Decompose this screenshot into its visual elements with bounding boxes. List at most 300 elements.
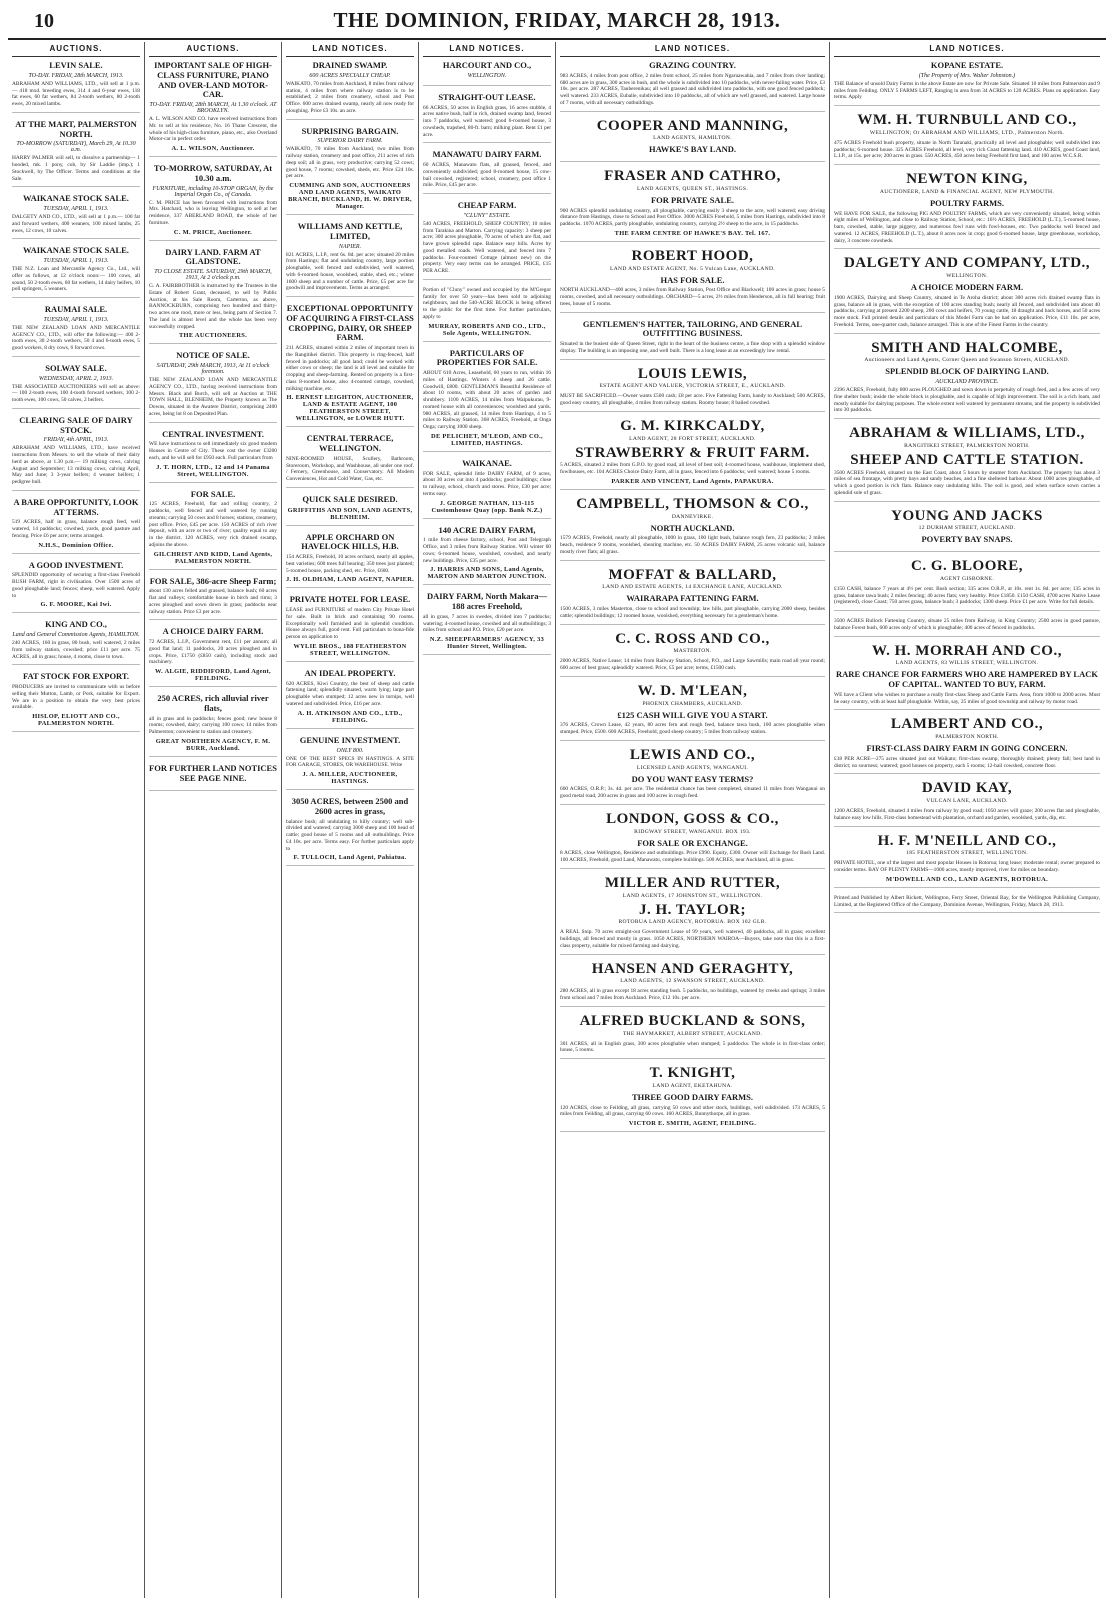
ad-heading: FOR SALE, 386-acre Sheep Farm; <box>149 575 277 586</box>
classified-ad <box>149 694 277 757</box>
classified-ad <box>560 839 825 869</box>
ad-agent: THE AUCTIONEERS. <box>178 332 247 340</box>
classified-ad <box>286 61 414 120</box>
ad-subheading: SUPERIOR DAIRY FARM. <box>317 138 383 145</box>
classified-ad <box>149 627 277 687</box>
ad-heading: QUICK SALE DESIRED. <box>302 493 398 504</box>
ad-body: 120 ACRES, close to Feilding, all grass, carrying 50 cows and other stock, buildings, well subdivided. 173 ACRES, 5 miles from Feilding, all grass, carrying 60 cows. 160 ACRES, Bunnythorpe, all in grass. <box>560 1104 825 1118</box>
ad-heading: LEVIN SALE. <box>49 60 103 70</box>
classified-ad <box>286 222 414 297</box>
classified-ad <box>423 287 551 342</box>
ad-heading: FIRST-CLASS DAIRY FARM IN GOING CONCERN. <box>866 743 1068 754</box>
ad-body: 8 ACRES, close Wellington, Residence and outbuildings. Price £990. Equity, £300. Owner will Exchange for Bush Land. 100 ACRES, Freehold, good Land, Manawatu, complete buildings. 500 ACRES, near Auckland, all in grass. <box>560 850 825 864</box>
ad-agent: J. A. MILLER, AUCTIONEER, HASTINGS. <box>302 771 398 785</box>
ad-heading: HAWKE'S BAY LAND. <box>649 144 736 155</box>
ad-agent: F. TULLOCH, Land Agent, Pahiatua. <box>293 854 407 862</box>
ad-subheading: TUESDAY, APRIL 1, 1913. <box>43 316 109 323</box>
ad-body: 1200 ACRES, Freehold, situated 4 miles from railway by good road; 1050 acres will graze; 200 acres flat and ploughable, balance easy low hills. First-class homestead with plantation, orchard and garden, woolshed, yards, dip, etc. <box>834 808 1100 821</box>
ad-heading: CENTRAL INVESTMENT. <box>162 428 264 439</box>
advertiser-address: AGENT GISBORNE. <box>939 575 995 582</box>
ad-body: 280 ACRES, all in grass except 18 acres standing bush. 5 paddocks, no buildings, watered by creeks and springs; 3 miles from school and 7 miles from Auckland. Price, £12 10s. per acre. <box>560 988 825 1002</box>
classified-ad <box>423 150 551 194</box>
ad-body: 519 ACRES, half in grass, balance rough feed, well watered, 14 paddocks; cowshed, yards, good pasture and fencing. Price £6 per acre; terms arranged. <box>12 519 140 539</box>
ad-body: 2396 ACRES, Freehold, fully 800 acres PLOUGHED and sown down in perpetuity of rough feed, and a few acres of very fine shelter bush; inside the whole block is ploughable, and is capable of high improvement. The soil is a rich loam, and mostly suitable for dairying purposes. The whole extent well watered by permanent streams, and the property is subdivided into 30 paddocks. <box>834 387 1100 414</box>
advertiser-banner: STRAWBERRY & FRUIT FARM. <box>575 444 810 461</box>
advertiser-address: Auctioneers and Land Agents, Corner Queen and Swanson Streets, AUCKLAND. <box>864 357 1070 364</box>
classified-ad <box>560 524 825 561</box>
advertiser-address: LAND AGENTS, HAMILTON. <box>653 135 732 142</box>
ad-subheading: FURNITURE, including 10-STOP ORGAN, by the Imperial Organ Co., of Canada. <box>152 185 274 198</box>
advertiser-banner: MILLER AND RUTTER, <box>604 874 781 891</box>
ad-agent: HISLOP, ELIOTT AND CO., PALMERSTON NORTH. <box>32 713 120 728</box>
classified-ad <box>12 620 140 665</box>
ad-heading: AT THE MART, PALMERSTON NORTH. <box>15 118 137 139</box>
ad-agent: J. H. OLDHAM, LAND AGENT, NAPIER. <box>286 576 415 584</box>
ad-body: THE Balance of unsold Dairy Farms in the above Estate are now for Private Sale. Situated 10 miles from Palmerston and 9 miles from Feilding. ONLY 5 FARMS LEFT, Ranging in area from 34 ACRES to 120 ACRES. Plans on application. Easy terms. Apply <box>834 80 1100 101</box>
ad-agent: M'DOWELL AND CO., LAND AGENTS, ROTORUA. <box>886 875 1048 883</box>
ad-heading: A BARE OPPORTUNITY, LOOK AT TERMS. <box>13 496 139 517</box>
column-4 <box>419 42 556 1598</box>
advertiser-address: LAND AND ESTATE AGENTS, 14 EXCHANGE LANE, AUCKLAND. <box>602 584 783 591</box>
classified-ad <box>12 120 140 188</box>
advertiser-banner: SHEEP AND CATTLE STATION. <box>850 451 1084 468</box>
classified-ad <box>12 498 140 554</box>
advertiser-address: ESTATE AGENT AND VALUER, VICTORIA STREET, E., AUCKLAND. <box>599 383 786 390</box>
classified-ad <box>149 351 277 422</box>
ad-body: PRODUCERS are invited to communicate with us before selling their Mutton, Lamb, or Pork, suitable for Export. We are in a position to obtain the very best prices available. <box>12 684 140 711</box>
ad-body: 154 ACRES, Freehold, 10 acres orchard, nearly all apples, best varieties; 600 trees full bearing; 350 trees just planted; 5-roomed house, packing shed, etc. Price, £600. <box>286 554 414 574</box>
advertiser-banner: LOUIS LEWIS, <box>637 365 748 382</box>
classified-ad <box>12 561 140 614</box>
classified-ad <box>286 495 414 526</box>
ad-body: about 130 acres felled and grassed, balance bush; 60 acres flat and valleys; comfortable house in birch and rimu; 3 acres ploughed and sown down in grass; paddocks near railway station. Price £3 per acre. <box>149 588 277 615</box>
ad-body: WAIKATO, 70 miles from Auckland, two miles from railway station, creamery and post office, 211 acres of rich deep soil; all in grass, very productive; carrying 52 cows; good house, 7 rooms; cowshed, sheds, etc. Price £24 10s. per acre. <box>286 146 414 180</box>
classified-ad <box>286 434 414 488</box>
classified-ad <box>560 61 825 112</box>
ad-body: all in grass, 7 acres in swedes, divided into 7 paddocks; watering; 4-roomed house, cowshed and all outbuildings; 3 miles from school and P.O. Price, £20 per acre. <box>423 613 551 634</box>
advertiser-banner: CAMPBELL, THOMSON & CO., <box>576 495 809 512</box>
classified-ad <box>423 459 551 519</box>
classified-ad <box>423 526 551 586</box>
advertiser-banner: SMITH AND HALCOMBE, <box>871 339 1063 356</box>
classified-ad <box>834 618 1100 637</box>
ad-body: Printed and Published by Albert Rickett, Wellington, Ferry Street, Oriental Bay, for the Wellington Publishing Company, Limited, at the Registered Office of the Company, Dominion Avenue, Wellington, Friday, March 28, 1913. <box>834 894 1100 908</box>
ad-agent: A. H. ATKINSON AND CO., LTD., FEILDING. <box>297 709 403 724</box>
classified-ad <box>560 393 825 412</box>
ad-body: C. M. PRICE has been favoured with instructions from Mrs. Hatchard, who is leaving Wellington, to sell at her residence, 337 ABERLAND ROAD, the whole of her furniture. <box>149 199 277 226</box>
ad-subheading: ONLY 800. <box>336 747 364 754</box>
ad-subheading: TO-MORROW (SATURDAY), March 29, At 10.30 a.m. <box>16 141 136 154</box>
ad-agent: W. ALGIE, RIDDIFORD, Land Agent, FEILDING. <box>155 668 271 683</box>
classified-ad <box>286 736 414 790</box>
column-1 <box>8 42 145 1598</box>
ad-body: G. A. FAIRBROTHER is instructed by the Trustees in the Estate of Robert Grant, deceased, to sell by Public Auction, at his Sale Room, Carterton, as above, BANNOCKBURN, comprising two hundred and thirty-two acres one rood, more or less, being parts of Section 7. The land is almost level and the whole has been very successfully cropped. <box>149 283 277 330</box>
ad-agent: H. ERNEST LEIGHTON, AUCTIONEER, LAND & ESTATE AGENT, 100 FEATHERSTON STREET, WELLINGTON, or LOWER HUTT. <box>286 394 414 423</box>
advertiser-banner: DAVID KAY, <box>921 780 1013 797</box>
ad-agent: GREAT NORTHERN AGENCY, F. M. BURR, Auckland. <box>155 737 271 752</box>
advertiser-address: 12 DURHAM STREET, AUCKLAND. <box>918 525 1016 532</box>
ad-heading: A GOOD INVESTMENT. <box>28 559 124 570</box>
advertiser-address: LAND AGENT, EKETAHUNA. <box>652 1082 733 1089</box>
classified-ad <box>149 61 277 157</box>
ad-heading: THREE GOOD DAIRY FARMS. <box>631 1091 754 1102</box>
classified-ad <box>560 1041 825 1060</box>
ad-subheading: "CLUNY" ESTATE. <box>463 212 511 219</box>
ad-heading: PARTICULARS OF PROPERTIES FOR SALE. <box>436 347 538 368</box>
advertiser-address: RIDGWAY STREET, WANGANUI. BOX 193. <box>634 828 751 835</box>
ad-body: 5 ACRES, situated 2 miles from G.P.O. by good road, all level of best soil; 4-roomed house, washhouse, implement shed, fowlhouses, etc. 104 ACRES Choice Dairy Farm, all in grass, fenced into 6 paddocks; well watered; house 5 rooms. <box>560 462 825 476</box>
advertiser-address: LAND AGENT, 28 FORT STREET, AUCKLAND. <box>629 435 756 442</box>
classified-ad <box>149 577 277 621</box>
advertiser-address: MASTERTON. <box>673 648 712 655</box>
ad-agent: G. F. MOORE, Kai Iwi. <box>40 601 112 609</box>
ad-body: WE have instructions to sell immediately six good modern Houses in Centre of City. These cost the owner £3200 each, and he will sell for £950 each. Full particulars from <box>149 441 277 461</box>
advertiser-address: LAND AGENTS, 83 WILLIS STREET, WELLINGTON. <box>895 660 1039 667</box>
advertiser-address: RANGITIKEI STREET, PALMERSTON NORTH. <box>904 442 1030 449</box>
classified-ad <box>286 797 414 866</box>
classified-ad <box>560 658 825 677</box>
ad-heading: NORTH AUCKLAND. <box>650 522 735 533</box>
advertiser-address: DANNEVIRKE. <box>671 513 714 520</box>
ad-body: 3500 ACRES Bullock Fattening Country, situate 25 miles from Railway, in King Country; 2500 acres in good pasture, balance Forest bush, 600 acres only of which is ploughable; 400 acres of fenced in paddocks. <box>834 618 1100 631</box>
advertiser-banner: C. C. ROSS AND CO., <box>615 630 770 647</box>
ad-body: Situated in the busiest side of Queen Street, right in the heart of the business centre, a fine shop with a splendid window display. The building is an imposing one, and well built. There is a long lease at an exceedingly low rental. <box>560 341 825 354</box>
ad-heading: STRAIGHT-OUT LEASE. <box>438 91 536 102</box>
ad-body: ABOUT 610 Acres, Leasehold, 60 years to run, within 16 miles of Hastings. Winters 4 sheep and 26 cattle. Goodwill, £800. GENTLEMAN'S Beautiful Residence of about 10 rooms, with about 20 acres of garden and shrubbery. 1100 ACRES, 14 miles from Waipukurau, 9-roomed house with all conveniences; woolshed and yards. 980 ACRES, all grassed, 14 miles from Hastings, 4 to 5 miles to Railway Station. 368 ACRES, Freehold, at Onga Onga; carrying 1000 sheep. <box>423 370 551 431</box>
classified-ad <box>286 127 414 216</box>
ad-body: MUST BE SACRIFICED.—Owner wants £500 cash; £8 per acre. Five Fattening Farm, handy to Auckland; 500 ACRES, good easy country, all ploughable, 4 miles from railway station. Roomy house; 8 bailed cowshed. <box>560 393 825 407</box>
ad-heading: FOR FURTHER LAND NOTICES SEE PAGE NINE. <box>149 762 277 783</box>
advertiser-banner: ROBERT HOOD, <box>631 247 754 264</box>
ad-agent: J. HARRIS AND SONS, Land Agents, MARTON AND MARTON JUNCTION. <box>427 566 547 581</box>
ad-heading: WAIKANAE STOCK SALE. <box>23 245 129 256</box>
ad-body: 3500 ACRES Freehold, situated on the East Coast, about 5 hours by steamer from Auckland. The property has about 3 miles of sea frontage, with pretty bays and sandy beaches, and a fine sheltered harbour. About 1000 acres ploughable, of which a good portion is rich flats. Balance easy undulating hills. The soil is good, and when surface sown carries a splendid sole of grass. <box>834 469 1100 496</box>
ad-heading: POVERTY BAY SNAPS. <box>921 534 1013 545</box>
ad-agent: WYLIE BROS., 188 FEATHERSTON STREET, WELLINGTON. <box>293 642 407 657</box>
column-heading: LAND NOTICES. <box>560 42 825 57</box>
ad-body: £18 PER ACRE—275 acres situated just out Waikato; first-class swamp, thoroughly drained; plenty fall; best land in district; no sourness; watered; good houses on property, each 5 rooms; 12-bail cowshed, concrete floor. <box>834 755 1100 769</box>
classified-ad <box>12 416 140 491</box>
ad-heading: EXCEPTIONAL OPPORTUNITY OF ACQUIRING A FIRST-CLASS CROPPING, DAIRY, OR SHEEP FARM. <box>286 303 414 343</box>
ad-body: WAIKATO, 70 miles from Auckland, 8 miles from railway station, 4 miles from where railway station is to be established; 2 miles from creamery, school and Post Office. 600 acres drained swamp, nearly all now ready for ploughing. Price £3 10s. an acre. <box>286 80 414 114</box>
classified-ad <box>12 246 140 298</box>
advertiser-banner: LONDON, GOSS & CO., <box>606 810 779 827</box>
ad-heading: SOLWAY SALE. <box>45 362 107 373</box>
ad-body: LEASE and FURNITURE of modern City Private Hotel for sale. Built in brick and containing 90 rooms. Exceptionally well furnished and in splendid condition. House always full, good rent. Full particulars to bona-fide person on application to <box>286 607 414 641</box>
advertiser-address: 185 FEATHERSTON STREET, WELLINGTON. <box>906 850 1028 857</box>
classified-ad <box>12 305 140 357</box>
ad-heading: GRAZING COUNTRY. <box>649 60 736 70</box>
ad-heading: HARCOURT AND CO., <box>442 60 532 70</box>
ad-body: THE N.Z. Loan and Mercantile Agency Co., Ltd., will offer as follows, at 12 o'clock noon:— 100 cows, all sound, 50 2-tooth ewes, 60 fat wethers, 14 dairy heifers, 10 poll springers, 5 weaners. <box>12 266 140 293</box>
ad-body: 900 ACRES splendid undulating country, all ploughable, carrying easily 3 sheep to the acre, well watered; easy driving distance from Hastings, close to School and Post Office. 3000 ACRES Freehold, 5 miles from Hastings, subdivided into 8 paddocks. 1070 ACRES, partly ploughable, undulating country, carrying 2½ sheep to the acre, in 15 paddocks. <box>560 207 825 228</box>
ad-subheading: SATURDAY, 29th MARCH, 1913, At 11 o'clock forenoon. <box>156 363 270 376</box>
ad-heading: AN IDEAL PROPERTY. <box>304 667 396 678</box>
ad-subheading: 600 ACRES SPECIALLY CHEAP. <box>309 72 391 79</box>
column-5 <box>556 42 830 1598</box>
classified-ad <box>834 61 1100 106</box>
ad-heading: KING AND CO., <box>45 619 107 630</box>
ad-body: A REAL Snip. 70 acres straight-out Government Lease of 99 years, well watered, 40 paddocks, all in grass; excellent buildings, all fenced and mostly in grass. 1050 ACRES, NORTHERN WAIROA—Buyers, take note that this is a first-class property, suitable for mixed farming and dairying. <box>560 929 825 949</box>
classified-ad <box>560 929 825 954</box>
advertiser-banner: C. G. BLOORE, <box>911 558 1023 575</box>
ad-heading: 140 ACRE DAIRY FARM, <box>438 524 536 535</box>
ad-body: Portion of "Cluny" owned and occupied by the M'Gregor family for over 50 years—has been sold to adjoining neighbours, and the 540-ACRE BLOCK is being offered to the public for the first time. For further particulars, apply to <box>423 286 551 320</box>
advertiser-banner: H. F. M'NEILL AND CO., <box>877 832 1057 849</box>
advertiser-banner: LAMBERT AND CO., <box>890 716 1044 733</box>
ad-body: 2000 ACRES, Native Lease; 14 miles from Railway Station, School, P.O., and Large Sawmills; main road all year round; 600 acres of best grass; splendidly watered. Price, £5 per acre; terms, £1500 cash. <box>560 658 825 672</box>
page-number: 10 <box>34 10 54 32</box>
ad-body: 376 ACRES, Crown Lease, 42 years, 80 acres fern and rough feed, balance tawa bush, 100 acres ploughable when stumped. Price, £500. 600 ACRES, Freehold, good sheep country; 5 miles from railway station. <box>560 722 825 736</box>
ad-agent: MURRAY, ROBERTS AND CO., LTD., Sole Agents, WELLINGTON. <box>428 322 546 337</box>
classified-ad <box>560 1093 825 1132</box>
ad-body: 821 ACRES, L.I.P., rent 6s. 8d. per acre; situated 20 miles from Hastings; flat and undulating country, large portion ploughable, well fenced and subdivided, well watered, with 6-roomed house, woolshed, stable, shed, etc.; winter 1600 sheep and a number of cattle. Price, £5 per acre for goodwill and improvements. Terms as arranged. <box>286 251 414 292</box>
ad-agent: VICTOR E. SMITH, AGENT, FEILDING. <box>628 1120 757 1128</box>
ad-subheading: Land and General Commission Agents, HAMILTON. <box>12 632 140 639</box>
ad-body: 125 ACRES, Freehold, flat and rolling country, 2 paddocks, well fenced and well watered by running streams; carrying 50 cows and 8 horses; stations, creamery, post office. Price, £45 per acre. 150 ACRES of rich river deposit, with an acre or two of river; quality equal to any in the district. 120 ACRES, very rich drained swamp, adjoins the above. <box>149 501 277 548</box>
advertiser-banner: LEWIS AND CO., <box>629 746 756 763</box>
ad-body: 475 ACRES Freehold bush property, situate in North Taranaki, practically all level and ploughable; well subdivided into paddocks; 6-roomed house. 325 ACRES Freehold, all level, very rich Coast fattening land. 410 ACRES, good Coast land, L.I.P., at 15s. per acre; 200 acres in grass. 550 ACRES, 450 acres being Freehold first land, and 100 acres W.C.S.R. <box>834 139 1100 160</box>
ad-agent: DE PELICHET, M'LEOD, AND CO., LIMITED, HASTINGS. <box>431 432 543 447</box>
advertiser-banner: HANSEN AND GERAGHTY, <box>591 960 794 977</box>
advertiser-banner: T. KNIGHT, <box>649 1065 736 1082</box>
ad-subheading: TUESDAY, APRIL 1, 1913. <box>43 258 109 265</box>
ad-body: 540 ACRES, FREEHOLD, SHEEP COUNTRY; 10 miles from Tarakina and Marton. Carrying capacity: 3 sheep per acre; 300 acres ploughable, 70 acres of which are flat, and have grown splendid rape. Balance easy hills. Acres by good metalled roads. Well watered, and fenced into 7 paddocks. Four-roomed Cottage (almost new) on the property. Very easy terms can be arranged. PRICE, £15 PER ACRE. <box>423 220 551 275</box>
ad-heading: IMPORTANT SALE OF HIGH-CLASS FURNITURE, PIANO AND OVER-LAND MOTOR-CAR. <box>154 60 272 100</box>
ad-heading: CHEAP FARM. <box>457 200 517 211</box>
ad-heading: NOTICE OF SALE. <box>176 350 250 361</box>
ad-heading: GENTLEMEN'S HATTER, TAILORING, AND GENERAL OUTFITTING BUSINESS. <box>582 318 803 339</box>
classified-ad <box>149 164 277 241</box>
advertiser-banner: NEWTON KING, <box>906 171 1028 188</box>
ad-agent: A. L. WILSON, Auctioneer. <box>171 145 255 153</box>
column-heading: AUCTIONS. <box>149 42 277 57</box>
ad-body: £150 CASH, balance 7 years at 4½ per cent. Bush section; 335 acres O.R.P., at 10s. rent 1s. 8d. per acre; 135 acres in grass, balance tawa bush; 2 miles fencing; 40 acres flats; very healthy. Price £1850. £150 CASH, 4700 acres Native Lease (registered), close Coast; 750 acres grass, balance bush; 3 paddocks; 1300 sheep. Price £1 per acre. Write for full details. <box>834 585 1100 606</box>
ad-heading: DAIRY LAND. FARM AT GLADSTONE. <box>165 246 261 267</box>
advertiser-address: LAND AND ESTATE AGENT, No. 5 Vulcan Lane, AUCKLAND. <box>609 265 775 272</box>
ad-heading: TO-MORROW, SATURDAY, At 10.30 a.m. <box>153 163 273 183</box>
column-3 <box>282 42 419 1598</box>
ad-body: ONE OF THE BEST SPECS IN HASTINGS. A SITE FOR GARAGE, STORES, OR WAREHOUSE. Write <box>286 755 414 769</box>
ad-heading: A CHOICE MODERN FARM. <box>910 282 1024 293</box>
classified-ad <box>834 199 1100 250</box>
classified-ad <box>560 594 825 624</box>
classified-ad <box>423 61 551 86</box>
classified-ad <box>12 672 140 732</box>
ad-agent: J. T. HORN, LTD., 12 and 14 Panama Street, WELLINGTON. <box>156 463 270 478</box>
classified-ad <box>834 470 1100 502</box>
classified-ad <box>286 533 414 589</box>
ad-heading: £125 CASH WILL GIVE YOU A START. <box>617 709 768 720</box>
classified-ad <box>834 670 1100 710</box>
ad-body: 600 ACRES, O.R.P.; 3s. 4d. per acre. The residential chance has been completed, situated 11 miles from Wanganui on good metal road, 200 acres in grass and 100 acres in rough feed. <box>560 786 825 800</box>
classified-ad <box>149 490 277 570</box>
column-heading: AUCTIONS. <box>12 42 140 57</box>
ad-heading: FOR SALE OR EXCHANGE. <box>637 837 748 848</box>
ad-subheading: WELLINGTON. <box>467 72 507 79</box>
advertiser-banner: COOPER AND MANNING, <box>596 117 789 134</box>
ad-heading: WAIKANAE STOCK SALE. <box>23 193 129 204</box>
ad-subheading: TO-DAY. FRIDAY, 28th MARCH, 1913. <box>28 72 124 79</box>
ad-heading: DRAINED SWAMP. <box>312 60 388 70</box>
column-heading: LAND NOTICES. <box>286 42 414 57</box>
column-heading: LAND NOTICES. <box>834 42 1100 57</box>
ad-body: NORTH AUCKLAND—400 acres, 3 miles from Railway Station, Post Office and Blackwell; 100 acres in grass; house 5 rooms, cowshed, and all necessary outbuildings. ORCHARD—5 acres, 2½ miles from Henderson, all in full bearing; fruit trees, house of 5 rooms. <box>560 287 825 307</box>
classified-ad <box>560 462 825 490</box>
advertiser-banner: WM. H. TURNBULL AND CO., <box>857 112 1077 129</box>
advertiser-banner: ALFRED BUCKLAND & SONS, <box>579 1012 806 1029</box>
advertiser-banner: J. H. TAYLOR; <box>638 901 747 918</box>
ad-agent: N.Z. SHEEPFARMERS' AGENCY, 33 Hunter Street, Wellington. <box>429 636 545 651</box>
ad-heading: RAUMAI SALE. <box>44 304 108 315</box>
column-6 <box>830 42 1104 1598</box>
ad-heading: FOR PRIVATE SALE. <box>650 194 735 205</box>
ad-heading: WAIKANAE. <box>462 457 512 468</box>
ad-body: balance bush; all undulating to hilly country; well sub-divided and watered; carrying 3000 sheep and 100 head of cattle; good house of 5 rooms and all outbuildings. Price £4 10s. per acre. Terms easy. For further particulars apply to <box>286 818 414 852</box>
ad-heading: FOR SALE. <box>190 488 236 499</box>
ad-body: all in grass and in paddocks; fences good; new house 8 rooms; cowshed, dairy; carrying 100 cows; 14 miles from Palmerston; convenient to station and creamery. <box>149 715 277 736</box>
classified-ad <box>286 669 414 729</box>
advertiser-banner: W. D. M'LEAN, <box>637 682 748 699</box>
classified-ad <box>149 764 277 791</box>
classified-ad <box>149 248 277 345</box>
column-2 <box>145 42 282 1598</box>
ad-subheading: TUESDAY, APRIL 1, 1913. <box>43 206 109 213</box>
classified-ad <box>834 140 1100 165</box>
ad-body: 240 ACRES, 160 in grass, 80 bush, well watered, 2 miles from railway station, cowshed; price £11 per acre. 75 ACRES, all in grass; house, 4 rooms, close to town. <box>12 640 140 660</box>
ad-agent: C. M. PRICE, Auctioneer. <box>173 228 253 236</box>
ad-subheading: WEDNESDAY, APRIL 2, 1913. <box>38 375 114 382</box>
ad-heading: RARE CHANCE FOR FARMERS WHO ARE HAMPERED BY LACK OF CAPITAL. WANTED TO BUY, FARM. <box>836 669 1098 690</box>
ad-body: HARRY PALMER will sell, to dissolve a partnership— 1 hooded, mk. 1 pony, cob, by Sir Laddie (imp.); 1 Stockwell, by The Officer. Terms and conditions at the Sale. <box>12 155 140 182</box>
ad-body: THE NEW ZEALAND LOAN AND MERCANTILE AGENCY CO., LTD., having received instructions from Messrs. Black and Burch, will sell at Auction at THE TOWN HALL, BLENHEIM, the Property known as The Downs, situated in the Awatere District, comprising 2400 acres, being lot 8 on Deposited Plan. <box>149 377 277 417</box>
newspaper-title: THE DOMINION, FRIDAY, MARCH 28, 1913. <box>333 8 781 32</box>
classified-ad <box>834 744 1100 774</box>
ad-body: A. L. WILSON AND CO. have received instructions from Mr. to sell at his residence, No. 16 Thane Crescent, the whole of his high-class furniture, piano, etc., also Overland Motor-car in perfect order. <box>149 116 277 143</box>
ad-heading: SPLENDID BLOCK OF DAIRYING LAND. <box>885 366 1049 377</box>
ad-agent: PARKER AND VINCENT, Land Agents, PAPAKURA. <box>611 477 774 485</box>
ad-body: 211 ACRES, situated within 2 miles of important town in the Rangitikei district. This property is ring-fenced, half fenced in paddocks; all good land; could be worked with either cows or sheep; the land is all level and suitable for cropping and sheep-farming. Rented on property is a first-class 8-roomed house, also 4-roomed cottage, cowshed, milking machine, etc. <box>286 345 414 392</box>
classified-ad <box>12 194 140 239</box>
ad-body: 72 ACRES, L.I.P., Government rent, £11 per annum; all good flat land; 11 paddocks, 20 acres ploughed and in crops. Price, £1750 (£850 cash), including stock and machinery. <box>149 639 277 666</box>
advertiser-banner: ABRAHAM & WILLIAMS, LTD., <box>849 425 1085 442</box>
ad-heading: POULTRY FARMS. <box>929 197 1004 208</box>
advertiser-address: PHOENIX CHAMBERS, AUCKLAND. <box>642 700 743 707</box>
classified-ad <box>834 808 1100 827</box>
advertiser-address: WELLINGTON; Or ABRAHAM AND WILLIAMS, LTD., Palmerston North. <box>869 129 1065 136</box>
advertiser-banner: W. H. MORRAH AND CO., <box>872 642 1062 659</box>
ad-agent: GRIFFITHS AND SON, LAND AGENTS, BLENHEIM. <box>287 506 413 521</box>
classified-ad <box>286 304 414 427</box>
ad-heading: HAS FOR SALE. <box>660 274 725 285</box>
classified-ad <box>12 364 140 409</box>
ad-body: PRIVATE HOTEL, one of the largest and most popular Houses in Rotorua; long lease; moderate rental; owner prepared to consider terms. BAY OF PLENTY FARMS—1000 acres, mostly improved, river for miles on boundary. <box>834 860 1100 874</box>
classified-ad <box>149 430 277 483</box>
ad-heading: SURPRISING BARGAIN. <box>301 125 399 136</box>
advertiser-address: LAND AGENTS, 17 JOHNSTON ST., WELLINGTON. <box>622 892 763 899</box>
ad-body: 620 ACRES, Kiwi Country, the best of sheep and cattle fattening land; splendidly situated, warm lying; large part ploughable when stumped; 12 acres new in turnips, well watered and subdivided. Price, £16 per acre. <box>286 680 414 707</box>
ad-subheading: TO-DAY. FRIDAY, 28th MARCH, At 1.30 o'clock. AT BROOKLYN. <box>149 102 277 115</box>
ad-heading: CENTRAL TERRACE, WELLINGTON. <box>306 433 394 454</box>
masthead <box>8 4 1106 40</box>
advertiser-banner: G. M. KIRKCALDY, <box>620 417 765 434</box>
ad-body: 66 ACRES, 50 acres in English grass, 16 acres stubble, 4 acres native bush, half in rich, drained swamp land, fenced into 7 paddocks, well watered; good 6-roomed house, 3 cowsheds, trapshed, 80-ft. barn; milking plant. Rent £1 per acre. <box>423 104 551 138</box>
ad-heading: WILLIAMS AND KETTLE, LIMITED, <box>297 221 403 241</box>
classified-ad <box>423 93 551 144</box>
ad-body: ABRAHAM AND WILLIAMS, LTD., will sell at 1 p.m.— 418 mxd. breeding ewes, 314 4 and 6-year ewes, 118 fat ewes, 60 fat wethers, 84 2-tooth wethers, 80 2-tooth ewes, 20 mixed lambs. <box>12 80 140 108</box>
advertiser-banner: MOFFAT & BALLARD, <box>608 566 777 583</box>
ad-heading: FAT STOCK FOR EXPORT. <box>22 671 130 682</box>
advertiser-banner: YOUNG AND JACKS <box>891 507 1043 524</box>
ad-heading: DO YOU WANT EASY TERMS? <box>631 773 754 784</box>
ad-heading: GENUINE INVESTMENT. <box>299 734 401 745</box>
ad-heading: KOPANE ESTATE. <box>930 60 1004 70</box>
classified-ad <box>560 145 825 162</box>
ad-body: 301 ACRES, all in English grass, 300 acres ploughable when stumped; 5 paddocks. The whole is in first-class order; house, 5 rooms. <box>560 1040 825 1054</box>
ad-body: DALGETY AND CO., LTD., will sell at 1 p.m.— 100 fat and forward wethers, 400 weaners, 100 mixed lambs, 25 ewes, 12 cows, 10 calves. <box>12 214 140 234</box>
classified-ad <box>560 711 825 741</box>
ad-body: THE ASSOCIATED AUCTIONEERS will sell as above:— 100 2-tooth ewes, 100 4-tooth forward wethers, 100 2-tooth ewes, 100 cows, 50 calves, 2 heifers. <box>12 383 140 404</box>
classified-ad <box>834 895 1100 914</box>
ad-heading: 250 ACRES, rich alluvial river flats, <box>157 693 269 713</box>
classified-ad <box>423 349 551 452</box>
ad-agent: CUMMING AND SON, AUCTIONEERS AND LAND AGENTS, WAIKATO BRANCH, BUCKLAND, H. W. DRIVER, Manager. <box>288 182 412 211</box>
advertiser-address: THE HAYMARKET, ALBERT STREET, AUCKLAND. <box>622 1030 763 1037</box>
ad-body: ABRAHAM AND WILLIAMS, LTD., have received instructions from Messrs. to sell the whole of their dairy herd as above, at 1.30 p.m.— 19 milking cows, calving August and September; 13 milking cows, calving April, May and June; 3 3-year heifers; 4 weaner heifers; 1 pedigree bull. <box>12 445 140 486</box>
ad-heading: MANAWATU DAIRY FARM. <box>432 149 542 160</box>
classified-ad <box>286 595 414 662</box>
ad-subheading: AUCKLAND PROVINCE. <box>935 379 999 386</box>
ad-body: 1500 ACRES, 3 miles Masterton, close to school and township; law hills, part ploughable, carrying 2000 sheep, besides cattle; splendid buildings; 12 roomed house, woolshed, everything necessary for a gentleman's home. <box>560 606 825 619</box>
advertiser-address: LICENSED LAND AGENTS, WANGANUI. <box>636 764 749 771</box>
advertiser-banner: FRASER AND CATHRO, <box>604 168 781 185</box>
classified-ad <box>560 276 825 313</box>
classified-ad <box>834 367 1100 419</box>
classified-ad <box>560 988 825 1007</box>
advertiser-address: PALMERSTON NORTH. <box>935 734 999 741</box>
ad-body: SPLENDID opportunity of securing a first-class Freehold BUSH FARM, right in civilisation. Over 1500 acres of good ploughable land; fences; sheep, well watered. Apply to <box>12 572 140 599</box>
ad-body: 983 ACRES, 4 miles from post office, 2 miles from school, 25 miles from Ngaruawahia, and 7 miles from river landing; 680 acres are in grass, 300 acres in bush, and the whole is subdivided into 10 paddocks, with never-failing water. Price, £3 10s. per acre. 287 ACRES, Tauherenikau; all well grassed and subdivided into paddocks, with one good fenced paddock; well watered. 233 ACRES, Eubalie, subdivided into 10 paddocks, all of which are well grassed, and watered. Large house of 7 rooms, with all necessary outbuildings. <box>560 72 825 106</box>
ad-body: 60 ACRES, Manawatu flats, all grassed, fenced, and conveniently subdivided; good 8-roomed house, 15 cow-bail cowshed, registered; school, creamery, post office 1 mile. Price, £45 per acre. <box>423 162 551 189</box>
ad-body: WE have a Client who wishes to purchase a really first-class Sheep and Cattle Farm. Area, from 1000 to 2000 acres. Must be easy country, with at least half ploughable. Within, say, 25 miles of good township and railway by motor road. <box>834 691 1100 705</box>
advertiser-address: LAND AGENTS, QUEEN ST., HASTINGS. <box>636 185 749 192</box>
ad-agent: J. GEORGE NATHAN, 113-115 Customhouse Quay (opp. Bank N.Z.) <box>431 499 543 514</box>
ad-subheading: (The Property of Mrs. Walter Johnston.) <box>918 72 1016 79</box>
classified-ad <box>834 535 1100 552</box>
ad-subheading: FRIDAY, 4th APRIL, 1913. <box>43 437 109 444</box>
advertiser-address: WELLINGTON. <box>946 273 988 280</box>
ad-heading: 3050 ACRES, between 2500 and 2600 acres in grass, <box>291 796 409 816</box>
ad-body: FOR SALE, splendid little DAIRY FARM, of 9 acres, about 30 acres cut into 4 paddocks; good buildings; close to railway, school, church and stores. Price, £30 per acre; terms easy. <box>423 470 551 497</box>
advertiser-address: ROTORUA LAND AGENCY, ROTORUA. BOX 102 GLB. <box>618 919 767 926</box>
classified-ad <box>560 320 825 360</box>
ad-heading: APPLE ORCHARD ON HAVELOCK HILLS, H.B. <box>301 531 399 552</box>
advertiser-address: AUCTIONEER, LAND & FINANCIAL AGENT, NEW PLYMOUTH. <box>879 188 1055 195</box>
advertiser-banner: DALGETY AND COMPANY, LTD., <box>843 255 1091 272</box>
classified-ad <box>560 196 825 242</box>
classified-ad <box>423 592 551 655</box>
ad-agent: GILCHRIST AND KIDD, Land Agents, PALMERSTON NORTH. <box>153 550 273 565</box>
ad-body: 1 mile from cheese factory, school, Post and Telegraph Office, and 3 miles from Railway Station. Will winter 60 cows; 6-roomed house, woolshed, cowshed, and nearly new buildings. Price, £35 per acre. <box>423 537 551 564</box>
classified-ad <box>560 775 825 805</box>
ad-heading: CLEARING SALE OF DAIRY STOCK. <box>19 414 133 435</box>
classified-ad <box>834 283 1100 334</box>
classified-ad <box>834 586 1100 611</box>
classified-ad <box>834 860 1100 888</box>
column-heading: LAND NOTICES. <box>423 42 551 57</box>
ad-body: 1579 ACRES, Freehold, nearly all ploughable, 1000 in grass, 100 light bush, balance rough fern, 23 paddocks; 2 miles beach, residence 9 rooms, woolshed, shearing machine, etc. 50 ACRES DAIRY FARM, 25 acres volcanic soil, balance mostly river flats; all grass. <box>560 535 825 555</box>
ad-heading: DAIRY FARM, North Makara—188 acres Freehold, <box>426 591 548 612</box>
